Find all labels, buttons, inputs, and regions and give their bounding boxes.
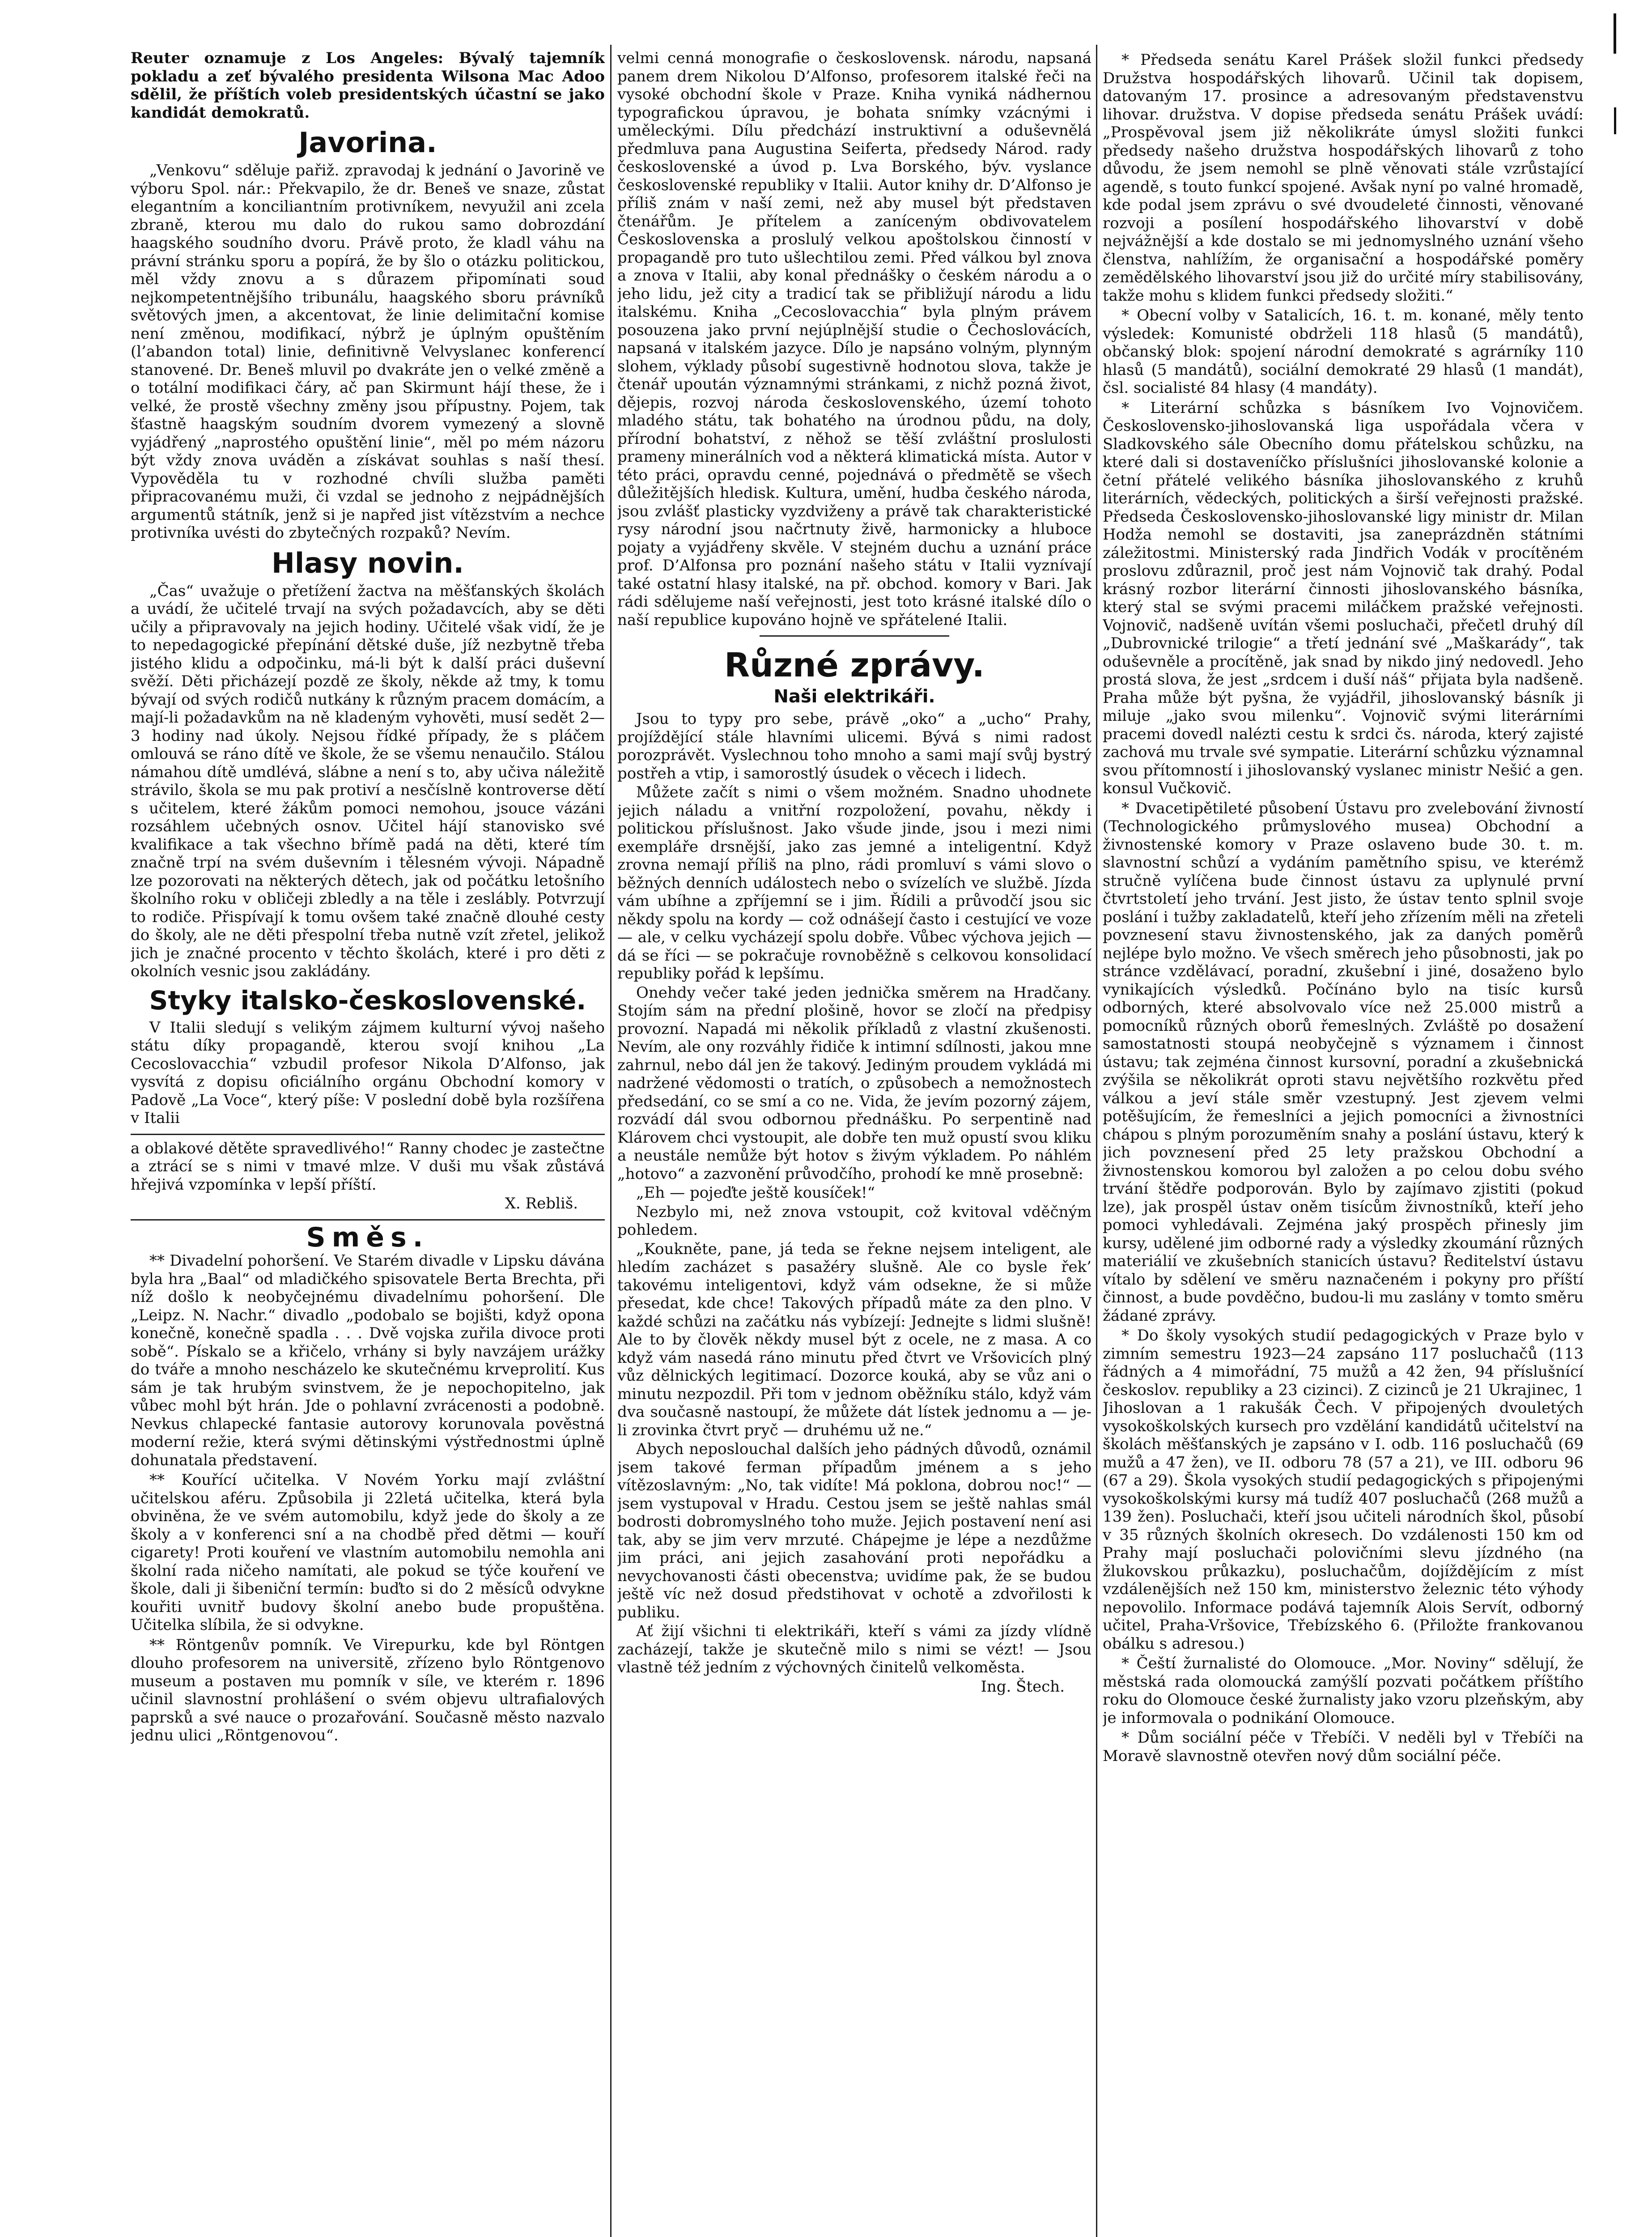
news-item: * Dvacetipětileté působení Ústavu pro zvelebování živností (Technologického průmyslového musea) Obchodní a živnostenské komory v Praze oslaveno bude 30. t. m. slavnostní schůzí a vydáním pamětního spisu, ve kterémž stručně vylíčena bude činnost ústavu za uplynulé první čtvrtstoletí jeho trvání. Jest jisto, že ústav tento splnil svoje poslání i tužby zakladatelů, kteří jeho zřízením měli na zřeteli povznesení stavu živnostenského, jak za daných poměrů nejlépe bylo možno. Ve všech směrech jeho působnosti, jak po stránce vzdělávací, poradní, zkušební i jiné, dosaženo bylo vynikajících výsledků. Počínáno bylo na tisíc kursů odborných, které absolvovalo více než 25.000 mistrů a pomocníků různých oborů řemeslných. Zvláště po dosažení samostatnosti stoupá neobyčejně s významem i činnost ústavu; tak zejména činnost kursovní, poradní a zkušebnická zvýšila se několikrát oproti stavu největšího rozkvětu před válkou a jeví stále směr vzestupný. Jest zjevem velmi potěšujícím, že řemeslníci a jejich pomocníci a živnostníci chápou s plným porozuměním snahy a poslání ústavu, který k jich povznesení před 25 lety pražskou Obchodní a živnostenskou komorou byl založen a po celou dobu svého trvání štědře podporován. Bylo by zajímavo zjistiti (pokud lze), jak prospěl ústav oněm tisícům živnostníků, kteří jeho pomoci vyhledávali. Zejména jaký prospěch přinesly jim kursy, udělené jim odborné rady a výsledky zkoumání různých materiálií ve zkušebních stanicích ústavu? Ředitelství ústavu vítalo by sdělení ve směru naznačeném i pokyny pro příští činnost, a bude povděčno, budou-li mu zaslány v tomto směru žádané zprávy. xyxy=(1103,799,1584,1325)
lead-paragraph: Reuter oznamuje z Los Angeles: Bývalý tajemník pokladu a zeť bývalého presidenta Wilsona Mac Adoo sdělil, že příštích voleb presidentských účastní se jako kandidát demokratů. xyxy=(131,49,605,122)
column-3 xyxy=(1103,49,1584,2237)
news-item: * Dům sociální péče v Třebíči. V neděli byl v Třebíči na Moravě slavnostně otevřen nový dům sociální péče. xyxy=(1103,1729,1584,1765)
column-2 xyxy=(617,49,1091,2237)
article-paragraph: Jsou to typy pro sebe, právě „oko“ a „ucho“ Prahy, projíždějící stále hlavními ulicemi. Bývá s nimi radost porozprávět. Vyslechnou toho mnoho a sami mají svůj bystrý postřeh a vtip, i samorostlý úsudek o věcech i lidech. xyxy=(617,710,1091,783)
article-paragraph: velmi cenná monografie o československ. národu, napsaná panem drem Nikolou D’Alfonso, profesorem italské řeči na vysoké obchodní škole v Praze. Kniha vyniká nádhernou typografickou úpravou, je bohata snímky vzácnými i uměleckými. Dílu předchází instruktivní a oduševnělá předmluva pana Augustina Seiferta, předsedy Národ. rady československé a úvod p. Lva Borského, býv. vyslance československé republiky v Italii. Autor knihy dr. D’Alfonso je příliš znám v naší zemi, než aby musel být představen čtenářům. Je přítelem a zaníceným obdivovatelem Československa a proslulý velkou apoštolskou činností v propagandě pro tuto ušlechtilou zemi. Před válkou byl znova a znova v Italii, aby konal přednášky o českém národu a o jeho lidu, jež city a tradicí tak se přibližují národu a lidu italskému. Kniha „Cecoslovacchia“ byla plným právem posouzena jako první nejúplnější studie o Čechoslovácích, napsaná v italském jazyce. Dílo je napsáno volným, plynným slohem, výklady působí sugestivně hodnotou slova, takže je čtenář upoután významnými stránkami, z nichž pozná život, dějepis, rozvoj národa československého, území tohoto mladého státu, tak bohatého na úrodnou půdu, na doly, přírodní bohatství, z něhož se těší zvláštní proslulosti prameny minerálních vod a některá klimatická místa. Autor v této práci, opravdu cenné, pojednává o předmětě se všech důležitějších hledisk. Kultura, umění, hudba českého národa, jsou zvlášť plasticky vyzdviženy a právě tak charakteristické rysy národní jsou načrtnuty živě, harmonicky a hluboce pojaty a vyjádřeny skvěle. V stejném duchu a uznání práce prof. D’Alfonsa pro poznání našeho státu v Italii vyznívají také ostatní hlasy italské, na př. obchod. komory v Bari. Jak rádi sdělujeme naší veřejnosti, jest toto krásné italské dílo o naší republice kupováno hojně ve spřátelené Italii. xyxy=(617,49,1091,629)
article-paragraph: „Eh — pojeďte ještě kousíček!“ xyxy=(636,1184,875,1202)
news-item: * Obecní volby v Satalicích, 16. t. m. konané, měly tento výsledek: Komunisté obdrželi 118 hlasů (5 mandátů), občanský blok: spojení národní demokraté s agrárníky 110 hlasů (5 mandátů), sociální demokraté 29 hlasů (1 mandát), čsl. socialisté 84 hlasy (4 mandáty). xyxy=(1103,306,1584,397)
news-item: ** Divadelní pohoršení. Ve Starém divadle v Lipsku dávána byla hra „Baal“ od mladičkého spisovatele Berta Brechta, při níž došlo k neobyčejnému divadelnímu pohoršení. Dle „Leipz. N. Nachr.“ divadlo „podobalo se bojišti, když opona konečně, konečně spadla . . . Dvě vojska zuřila divoce proti sobě“. Pískalo se a křičelo, vrhány si byly navzájem urážky do tváře a mnoho nescházelo ke skutečnému krveprolití. Kus sám je tak hrubým svinstvem, že je nepochopitelno, jak vůbec mohl být hrán. Jde o pohlavní zvrácenosti a podobně. Nevkus chlapecké fantasie autorovy korunovala pověstná moderní režie, která svými dětinskými výstřednostmi úplně dohunatala představení. xyxy=(131,1252,605,1469)
section-divider xyxy=(760,635,949,637)
article-paragraph: Můžete začít s nimi o všem možném. Snadno uhodnete jejich náladu a vnitřní rozpoložení, povahu, někdy i politickou příslušnost. Jako všude jinde, jsou i mezi nimi exempláře drsnější, jako zas jemné a inteligentní. Když zrovna nemají příliš na plno, rádi promluví s vámi slovo o běžných denních událostech nebo o svízelích ve službě. Jízda vám ubíhne a zpříjemní se i jim. Řídili a průvodčí jsou sic někdy spolu na kordy — což odnášejí často i cestující ve voze — ale, v celku vycházejí spolu dobře. Vůbec výchova jejich — dá se říci — se pokračuje rovnoběžně s celkovou konsolidací republiky pořád k lepšímu. xyxy=(617,783,1091,983)
news-item: * Předseda senátu Karel Prášek složil funkci předsedy Družstva hospodářských lihovarů. Učinil tak dopisem, datovaným 17. prosince a adresovaným představenstvu lihovar. družstva. V dopise předseda senátu Prášek uvádí: „Prospěvoval jsem již několikráte úmysl složiti funkci předsedy našeho družstva hospodářských lihovarů z toho důvodu, že jsem nemohl se plně věnovati stále vzrůstající agendě, s touto funkcí spojené. Avšak nyní po valné hromadě, kde podal jsem zprávu o své dvoudeleté činnosti, věnované rozvoji a posílení hospodářského lihovarství v době nejvážnější a kde dostalo se mi jednomyslného uznání všeho členstva, nahlížím, že organisační a hospodářské poměry zemědělského lihovarství jsou již do určité míry stabilisovány, takže mohu s klidem funkci předsedy složiti.“ xyxy=(1103,51,1584,305)
section-title-ruzne-zpravy: Různé zprávy. xyxy=(724,646,985,685)
news-item: * Do školy vysokých studií pedagogických v Praze bylo v zimním semestru 1923—24 zapsáno 117 posluchačů (113 řádných a 4 mimořádní, 75 mužů a 42 žen, 94 příslušnící českoslov. republiky a 23 cizinci). Z cizinců je 21 Ukrajinec, 1 Jihoslovan a 1 rakušák Čech. V připojených dvouletých vysokoškolských kursech pro vzdělání kandidátů učitelství na školách měšťanských je zapsáno v I. odb. 116 posluchačů (69 mužů a 47 žen), ve II. odboru 78 (57 a 21), ve III. odboru 96 (67 a 29). Škola vysokých studií pedagogických s připojenými vysokoškolskými kursy má tudíž 407 posluchačů (268 mužů a 139 žen). Posluchači, kteří jsou učiteli národních škol, působí v 35 různých školních okresech. Do vzdálenosti 150 km od Prahy mají posluchači polovičními slevu jízdného (na žlukovskou průkazku), posluchačům, dojíždějícím z míst vzdálenějších než 150 km, ministerstvo železnic této výhody nepovolilo. Informace podává tajemník Alois Servít, odborný učitel, Praha-Vršovice, Třebízského 6. (Přiložte frankovanou obálku s adresou.) xyxy=(1103,1327,1584,1653)
article-title-hlasy-novin: Hlasy novin. xyxy=(272,546,464,579)
column-1 xyxy=(131,49,605,2237)
article-paragraph: Abych neposlouchal dalších jeho pádných důvodů, oznámil jsem takové ferman případům jménem a s jeho vítězoslavným: „No, tak vidíte! Má poklona, dobrou noc!“ — jsem vystupoval v Hradu. Cestou jsem se ještě nahlas smál bodrosti dobromyslného toho muže. Jejich postavení není asi tak, aby se jim verv mrzuté. Chápejme je lépe a nezdůžme jim práci, ani jejich zasahování proti nepořádku a nevychovanosti části obecenstva; uvidíme pak, že se budou ještě víc než dosud předstihovat v ochotě a zdvořilosti k publiku. xyxy=(617,1440,1091,1621)
article-paragraph: Ať žijí všichni ti elektrikáři, kteří s vámi za jízdy vlídně zacházejí, takže je skutečně milo s nimi se vézt! — Jsou vlastně též jedním z výchovných činitelů velkoměsta. xyxy=(617,1622,1091,1677)
section-divider xyxy=(131,1219,605,1221)
news-item: ** Kouřící učitelka. V Novém Yorku mají zvláštní učitelskou aféru. Způsobila ji 22letá učitelka, která byla obviněna, že ve svém automobilu, když jede do školy a ze školy a v konferenci sní a na chodbě před dětmi — kouří cigarety! Proti kouření ve vlastním automobilu nemohla ani školní rada ničeho namítati, ale pokud se týče kouření ve škole, dali ji šibeniční termín: buďto si do 2 měsíců odvykne kouřiti uvnitř budovy školní anebo bude propuštěna. Učitelka slíbila, že si odvykne. xyxy=(131,1471,605,1634)
author-signature: X. Rebliš. xyxy=(505,1195,578,1213)
column-rule xyxy=(610,45,612,2237)
section-divider xyxy=(131,1134,605,1135)
print-mark xyxy=(1614,107,1616,134)
article-paragraph: „Čas“ uvažuje o přetížení žactva na měšťanských školách a uvádí, že učitelé trvají na svých požadavcích, aby se děti učily a připravovaly na jejich hodiny. Učitelé však vidí, že je to nepedagogické přepínání dětské duše, jíž nezbytně třeba jistého klidu a odpočinku, má-li být k další práci duševní svěží. Děti přicházejí pozdě ze školy, někde až tmy, k tomu bývají od svých rodičů nutkány k různým pracem domácím, a mají-li požadavkům na ně kladeným vyhověti, musí sedět 2—3 hodiny nad úkoly. Nejsou řídké případy, že s pláčem omlouvá se ráno dítě ve škole, že se všemu nenaučilo. Stálou námahou dítě umdlévá, slábne a není s to, aby učiva náležitě strávilo, škola se mu pak protiví a nesčíslně kontroverse dětí s učitelem, které žákům pomoci nemohou, jsouce vázáni rozsáhlem učebných osnov. Učitel hájí stanovisko své kvalifikace a tak všechno břímě padá na děti, které tím značně trpí na svém duševním i tělesném vývoji. Nápadně lze pozorovati na některých dětech, jak od počátku letošního školního roku v obličeji zbledly a na těle i zeslábly. Potvrzují to rodiče. Přispívají k tomu ovšem také značně dlouhé cesty do školy, ale ne děti přespolní třeba nutně vzít zřetel, jelikož jich je značné procento v těchto školách, které i pro děti z okolních vesnic jsou zakládány. xyxy=(131,582,605,981)
column-rule xyxy=(1096,45,1097,2237)
print-mark xyxy=(1614,13,1616,54)
article-paragraph: „Koukněte, pane, já teda se řekne nejsem inteligent, ale hledím zacházet s pasažéry slušně. Ale co bysle řek’ takovému inteligentovi, když vám odsekne, že si může přesedat, kde chce! Takových případů máte za den plno. V každé schůzi na začátku nás vybízejí: Jednejte s lidmi slušně! Ale to by člověk někdy musel být z ocele, ne z masa. A co když vám nasedá ráno minutu před čtvrt ve Vršovicích plný vůz dělnických legitimací. Dozorce kouká, aby se vůz ani o minutu nezpozdil. Při tom v jednom oběžníku stálo, když vám dva současně nastoupí, že můžete dát lístek jednomu a — je-li zrovinka čtvrt pryč — druhému už ne.“ xyxy=(617,1240,1091,1439)
section-title-smes: Směs. xyxy=(306,1221,429,1253)
news-item: ** Röntgenův pomník. Ve Virepurku, kde byl Röntgen dlouho profesorem na universitě, zřízeno bylo Röntgenovo museum a postaven mu pomník v síle, ve kterém r. 1896 učinil slavnostní prohlášení o svém objevu ultrafialových paprsků a své nauce o prozařování. Současně město nazvalo jednu ulici „Röntgenovou“. xyxy=(131,1636,605,1745)
article-paragraph: Nezbylo mi, než znova vstoupit, což kvitoval vděčným pohledem. xyxy=(617,1203,1091,1239)
article-paragraph: Onehdy večer také jeden jednička směrem na Hradčany. Stojím sám na přední plošině, hovor se zločí na předpisy provozní. Napadá mi několik příkladů z vlastní zkušenosti. Nevím, ale ony rozváhly řidiče k intimní sdílnosti, jakou mne zahrnul, nebo dál jen že takový. Jediným proudem vykládá mi nadržené vědomosti o tratích, o způsobech a nemožnostech předsedání, co se smí a co ne. Vida, že jevím pozorný zájem, rozvádí dál svou odbornou přednášku. Po serpentině nad Klárovem chci vystoupit, ale dobře ten muž opustí svou kliku a neustále nemůže být hotov s živým výkladem. Po náhlém „hotovo“ a zazvonění průvodčího, prohodí ke mně prosebně: xyxy=(617,983,1091,1183)
article-title-styky: Styky italsko-československé. xyxy=(149,985,586,1016)
article-title-javorina: Javorina. xyxy=(298,126,437,159)
author-signature: Ing. Štech. xyxy=(981,1677,1065,1696)
article-paragraph: „Venkovu“ sděluje pařiž. zpravodaj k jednání o Javorině ve výboru Spol. nár.: Překvapilo, že dr. Beneš ve snaze, zůstat elegantním a konciliantním protivníkem, nevyužil ani zcela zbraně, kterou mu dalo do rukou samo dobrozdání haagského soudního dvoru. Právě proto, že kladl váhu na právní stránku sporu a popírá, že by šlo o otázku politickou, měl vždy znovu a s důrazem připomínati soud nejkompetentnějšího tribunálu, haagského sboru právníků světových jmen, a akcentovat, že linie delimitační komise není změnou, modifikací, nýbrž je úplným opuštěním (l’abandon total) linie, definitivně Velvyslanec konferencí stanovené. Dr. Beneš mluvil po dvakráte jen o velké změně a o totální modifikaci čáry, ač pan Skirmunt hájí these, že i velké, že prostě všechny změny jsou přípustny. Pojem, tak šťastně haagským soudním dvorem vymezený a slovně vyjádřený „naprostého opuštění linie“, měl po mém názoru být vždy znova uváděn a získávat souhlas s naší thesí. Vypověděla tu v rozhodné chvíli služba paměti připracovanému muži, či vzdal se jednoho z nejpádnějších argumentů státník, jenž si je napřed jist vítězstvím a nechce protivníka uvésti do zbytečných rozpaků? Nevím. xyxy=(131,162,605,542)
feuilleton-fragment: a oblakové dětěte spravedlivého!“ Ranny chodec je zastečtne a ztrácí se s nimi v tmavé mlze. V duši mu však zůstává hřejivá vzpomínka v lepší příští. xyxy=(131,1139,605,1194)
news-item: * Čeští žurnalisté do Olomouce. „Mor. Noviny“ sdělují, že městská rada olomoucká zamýšlí pozvati počátkem příštího roku do Olomouce české žurnalisty jako vzoru plzeňským, aby je informovala o podnikání Olomouce. xyxy=(1103,1654,1584,1727)
article-paragraph: V Italii sledují s velikým zájmem kulturní vývoj našeho státu díky propagandě, kterou svojí knihou „La Cecoslovacchia“ vzbudil profesor Nikola D’Alfonso, jak vysvítá z dopisu oficiálního orgánu Obchodní komory v Padově „La Voce“, který píše: V poslední době byla rozšířena v Italii xyxy=(131,1018,605,1127)
article-title-elektrikari: Naši elektrikáři. xyxy=(773,686,935,707)
news-item: * Literární schůzka s básníkem Ivo Vojnovičem. Československo-jihoslovanská liga uspořádala včera v Sladkovského sále Obecního domu přátelskou schůzku, na které dali si dostaveníčko příslušníci jihoslovanské kolonie a četní přátelé velikého básníka jihoslovanského z kruhů literárních, vědeckých, politických a širší veřejnosti pražské. Předseda Československo-jihoslovanské ligy ministr dr. Milan Hodža nemohl se dostaviti, jsa zaneprázdněn státními záležitostmi. Ministerský rada Jindřich Vodák v procítěném proslovu zdůraznil, proč jest nám Vojnovič tak drahý. Podal krásný rozbor literární činnosti jihoslovanského básníka, který stal se svými pracemi miláčkem pražské veřejnosti. Vojnovič, nadšeně uvítán všemi posluchači, přečetl druhý díl „Dubrovnické trilogie“ a třetí jednání své „Maškarády“, tak oduševněle a procítěně, jak snad by nikdo jiný nedovedl. Jeho prostá slova, že jest „srdcem i duší náš“ přijata byla nadšeně. Praha může být pyšna, že vyjádřil, jihoslovanský básník ji miluje „jako svou milenku“. Vojnovič svými literárními pracemi dovedl nalézti cestu k srdci čs. národa, který zajisté zachová mu trvale své sympatie. Literární schůzku významnal svou přítomností i jihoslovanský vyslanec ministr Nešić a gen. konsul Vučkovič. xyxy=(1103,399,1584,797)
